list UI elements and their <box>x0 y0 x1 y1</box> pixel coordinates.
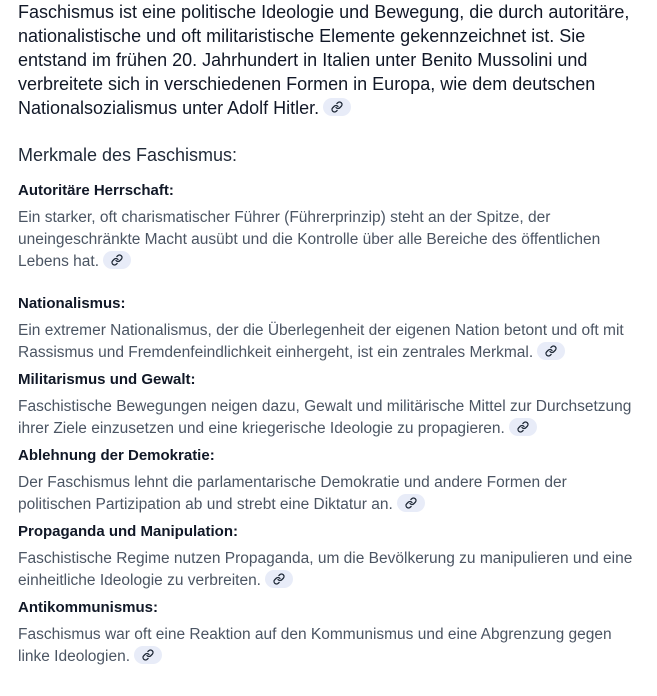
feature-text: Ein starker, oft charismatischer Führer (Führerprinzip) steht an der Spitze, der uneingeschränkte Macht ausübt und die Kontrolle über alle Bereiche des öffentlichen Lebens hat. <box>18 209 601 270</box>
feature-text: Faschistische Bewegungen neigen dazu, Gewalt und militärische Mittel zur Durchsetzung ihrer Ziele einzusetzen und eine kriegerische Ideologie zu propagieren. <box>18 398 632 437</box>
feature-item <box>18 370 643 440</box>
feature-title: Ablehnung der Demokratie: <box>18 447 215 464</box>
feature-description <box>18 396 643 440</box>
answer-content <box>18 0 643 668</box>
feature-description <box>18 207 643 273</box>
link-icon <box>142 649 154 661</box>
feature-text: Faschistische Regime nutzen Propaganda, um die Bevölkerung zu manipulieren und eine einheitliche Ideologie zu verbreiten. <box>18 550 633 589</box>
citation-link[interactable] <box>323 98 351 116</box>
citation-link[interactable] <box>537 342 565 360</box>
feature-text: Ein extremer Nationalismus, der die Überlegenheit der eigenen Nation betont und oft mit Rassismus und Fremdenfeindlichkeit einhergeht, ist ein zentrales Merkmal. <box>18 322 624 361</box>
feature-item <box>18 598 643 668</box>
link-icon <box>331 101 343 113</box>
link-icon <box>545 345 557 357</box>
feature-item <box>18 294 643 364</box>
feature-description <box>18 320 643 364</box>
link-icon <box>517 421 529 433</box>
feature-title: Militarismus und Gewalt: <box>18 371 196 388</box>
feature-item <box>18 181 643 273</box>
citation-link[interactable] <box>265 570 293 588</box>
feature-text: Faschismus war oft eine Reaktion auf den Kommunismus und eine Abgrenzung gegen linke Ideologien. <box>18 626 612 665</box>
citation-link[interactable] <box>134 646 162 664</box>
link-icon <box>111 254 123 266</box>
feature-title: Nationalismus: <box>18 295 126 312</box>
intro-paragraph <box>18 0 643 120</box>
feature-description <box>18 472 643 516</box>
feature-title: Autoritäre Herrschaft: <box>18 182 174 199</box>
link-icon <box>405 497 417 509</box>
feature-text: Der Faschismus lehnt die parlamentarische Demokratie und andere Formen der politischen Partizipation ab und strebt eine Diktatur an. <box>18 474 567 513</box>
intro-text: Faschismus ist eine politische Ideologie und Bewegung, die durch autoritäre, nationalistische und oft militaristische Elemente gekennzeichnet ist. Sie entstand im frühen 20. Jahrhundert in Italien unter Benito Mussolini und verbreitete sich in verschiedenen Formen in Europa, wie dem deutschen Nationalsozialismus unter Adolf Hitler. <box>18 2 630 118</box>
link-icon <box>273 573 285 585</box>
citation-link[interactable] <box>103 251 131 269</box>
section-heading: Merkmale des Faschismus: <box>18 145 238 165</box>
citation-link[interactable] <box>509 418 537 436</box>
feature-item <box>18 446 643 516</box>
citation-link[interactable] <box>397 494 425 512</box>
feature-title: Antikommunismus: <box>18 599 159 616</box>
feature-description <box>18 624 643 668</box>
feature-description <box>18 548 643 592</box>
feature-item <box>18 522 643 592</box>
feature-title: Propaganda und Manipulation: <box>18 523 238 540</box>
